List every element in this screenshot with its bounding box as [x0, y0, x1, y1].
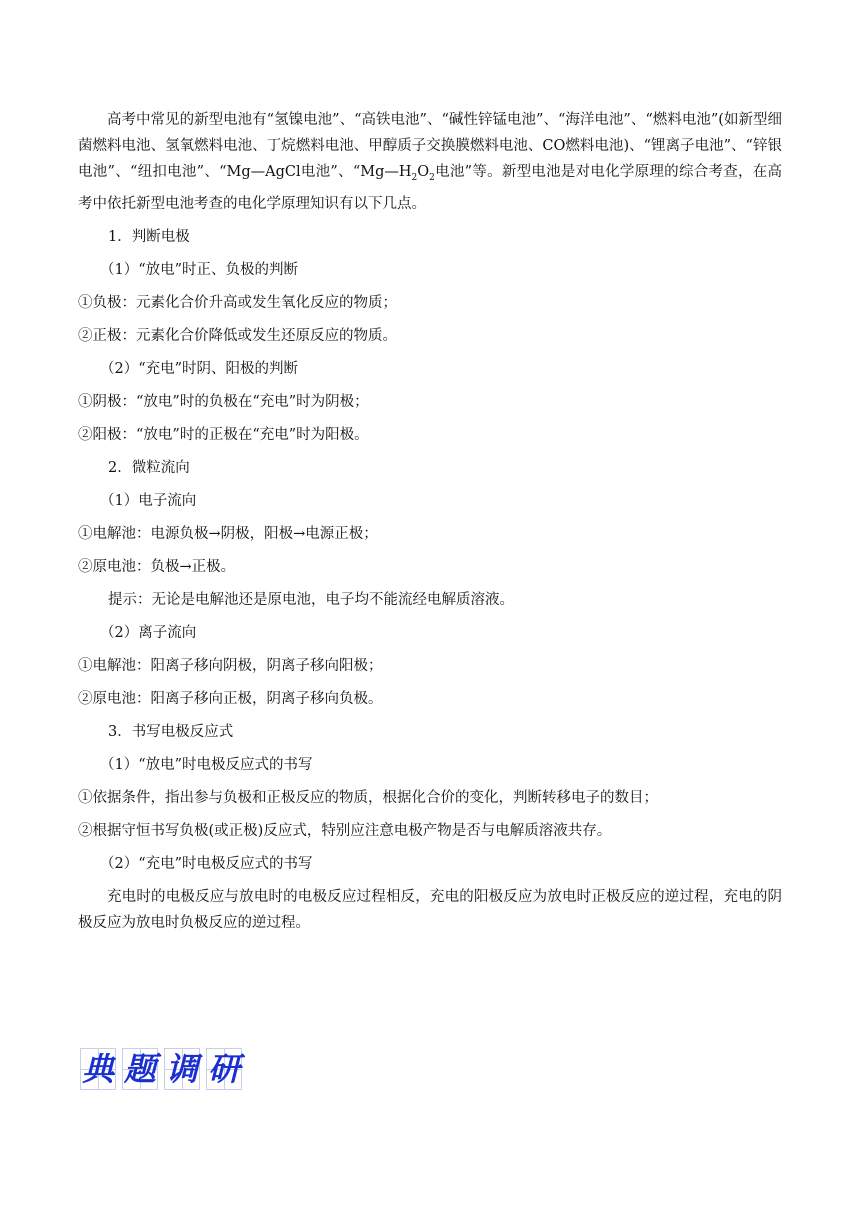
- list-item: ②原电池：负极→正极。: [78, 558, 236, 575]
- list-item: ①阴极：“放电”时的负极在“充电”时为阴极；: [78, 393, 369, 410]
- intro-o: O: [417, 164, 430, 180]
- list-item: ②阳极：“放电”时的正极在“充电”时为阳极。: [78, 426, 369, 443]
- sub-heading: （2）“充电”时电极反应式的书写: [100, 855, 313, 872]
- sub-heading: （1）“放电”时正、负极的判断: [100, 261, 299, 278]
- section-heading: 1．判断电极: [108, 228, 190, 245]
- tip-text: 提示：无论是电解池还是原电池，电子均不能流经电解质溶液。: [108, 591, 514, 608]
- intro-paragraph: [78, 107, 782, 217]
- closing-paragraph: 充电时的电极反应与放电时的电极反应过程相反，充电的阳极反应为放电时正极反应的逆过程，充电的阴极反应为放电时负极反应的逆过程。: [78, 888, 782, 931]
- document-body: [78, 107, 782, 943]
- banner-char: 典: [81, 1050, 114, 1088]
- intro-text: 高考中常见的新型电池有“氢镍电池”、“高铁电池”、“碱性锌锰电池”、“海洋电池”、“燃料电池”(如新型细菌燃料电池、氢氧燃料电池、丁烷燃料电池、甲醇质子交换膜燃料电池、CO燃料电池)、“锂离子电池”、“锌银电池”、“纽扣电池”、“Mg—AgCl电池”、“Mg—H: [78, 112, 782, 180]
- sub-heading: （2）离子流向: [100, 624, 197, 641]
- intro-tail: 电池”等。新型电池是对电化学原理的综合考查，在高考中依托新型电池考查的电化学原理知识有以下几点。: [78, 164, 782, 212]
- section-heading: 2．微粒流向: [108, 459, 190, 476]
- subscript-2: 2: [411, 172, 418, 183]
- list-item: ②根据守恒书写负极(或正极)反应式，特别应注意电极产物是否与电解质溶液共存。: [78, 822, 612, 839]
- list-item: ①负极：元素化合价升高或发生氧化反应的物质；: [78, 294, 397, 311]
- section-heading: 3．书写电极反应式: [108, 723, 234, 740]
- subscript-2b: 2: [429, 172, 435, 183]
- section-banner: [80, 1048, 242, 1092]
- banner-char: 调: [165, 1050, 198, 1088]
- sub-heading: （1）“放电”时电极反应式的书写: [100, 756, 313, 773]
- list-item: ②正极：元素化合价降低或发生还原反应的物质。: [78, 327, 397, 344]
- list-item: ①电解池：电源负极→阴极，阳极→电源正极；: [78, 525, 378, 542]
- list-item: ①电解池：阳离子移向阴极，阴离子移向阳极；: [78, 657, 383, 674]
- banner-char: 研: [207, 1050, 240, 1088]
- list-item: ①依据条件，指出参与负极和正极反应的物质，根据化合价的变化，判断转移电子的数目；: [78, 789, 658, 806]
- sub-heading: （1）电子流向: [100, 492, 197, 509]
- list-item: ②原电池：阳离子移向正极，阴离子移向负极。: [78, 690, 383, 707]
- sub-heading: （2）“充电”时阴、阳极的判断: [100, 360, 299, 377]
- banner-char: 题: [123, 1050, 156, 1088]
